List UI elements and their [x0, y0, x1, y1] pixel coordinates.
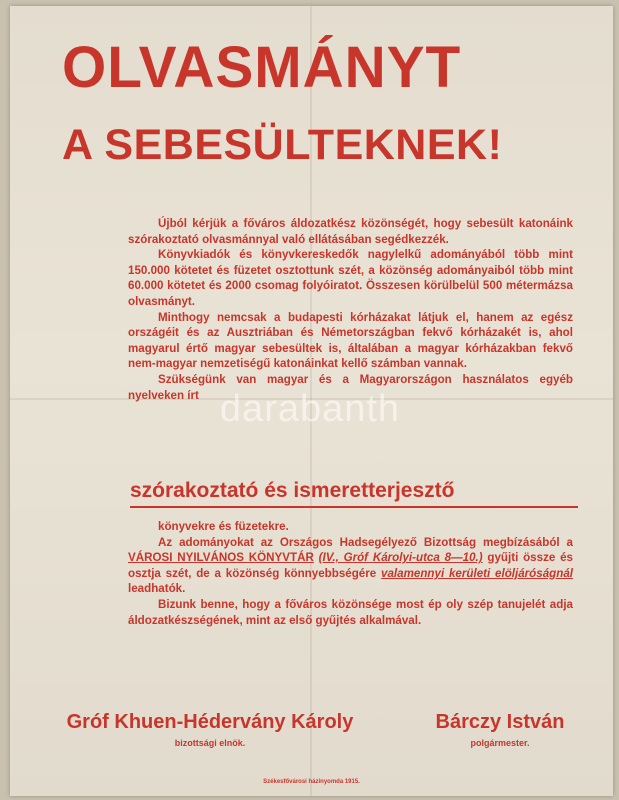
signature-left [60, 711, 360, 748]
library-address: (IV., Gróf Károlyi-utca 8—10.) [318, 551, 483, 565]
paragraph-1: Újból kérjük a főváros áldozatkész közönségét, hogy sebesült katonáink szórakoztató olvasmánnyal való ellátásában segédkezzék. [128, 217, 573, 246]
signature-right-name: Bárczy István [435, 711, 565, 733]
highlight-heading: szórakoztató és ismeretterjesztő [130, 478, 578, 508]
paragraph-2: Könyvkiadók és könyvkereskedők nagylelkű adományából több mint 150.000 kötetet és füzetet osztottunk szét, a közönség adományaiból több mint 60.000 kötetet és 2000 csomag folyóiratot. Összesen körülbelül 500 métermázsa olvasmányt. [128, 248, 573, 308]
poster-title-line1: OLVASMÁNYT [62, 35, 462, 100]
paragraph-5: könyvekre és füzetekre. [158, 520, 289, 533]
paragraph-3: Minthogy nemcsak a budapesti kórházakat látjuk el, hanem az egész országéit és az Ausztriában és Németországban fekvő kórházakét is, ahol magyarul értő magyar sebesültek is, általában a magyar kórházakban fekvő nem-magyar nemzetiségű katonáinkat kellő számban vannak. [128, 310, 573, 371]
signature-left-title: bizottsági elnök. [174, 738, 246, 748]
poster [10, 6, 613, 796]
paragraph-4: Szükségünk van magyar és a Magyarországon használatos egyéb nyelveken írt [128, 372, 573, 402]
district-offices: valamennyi kerületi elöljáróságnál [381, 566, 573, 580]
paragraph-6 [128, 535, 573, 597]
signature-right [420, 711, 580, 748]
paragraph-6-end: leadhatók. [128, 582, 186, 596]
paragraph-6-middle: gyűjti össze és osztja szét, de a közönség könnyebbségére [128, 551, 573, 580]
paragraph-7: Bizunk benne, hogy a főváros közönsége most ép oly szép tanujelét adja áldozatkészségének, mint az első gyűjtés alkalmával. [128, 597, 573, 627]
watermark: darabanth [219, 388, 401, 430]
library-name: VÁROSI NYILVÁNOS KÖNYVTÁR [128, 551, 314, 565]
poster-body-lower [128, 519, 573, 628]
paragraph-6-intro: Az adományokat az Országos Hadsegélyező Bizottság megbízásából a [158, 535, 573, 549]
signature-left-name: Gróf Khuen-Hédervány Károly [66, 711, 354, 733]
signature-right-title: polgármester. [470, 738, 530, 748]
poster-body-upper [128, 216, 573, 403]
poster-title-line2: A SEBESÜLTEKNEK! [62, 121, 503, 169]
printer-imprint: Székesfővárosi házinyomda 1915. [263, 779, 360, 785]
